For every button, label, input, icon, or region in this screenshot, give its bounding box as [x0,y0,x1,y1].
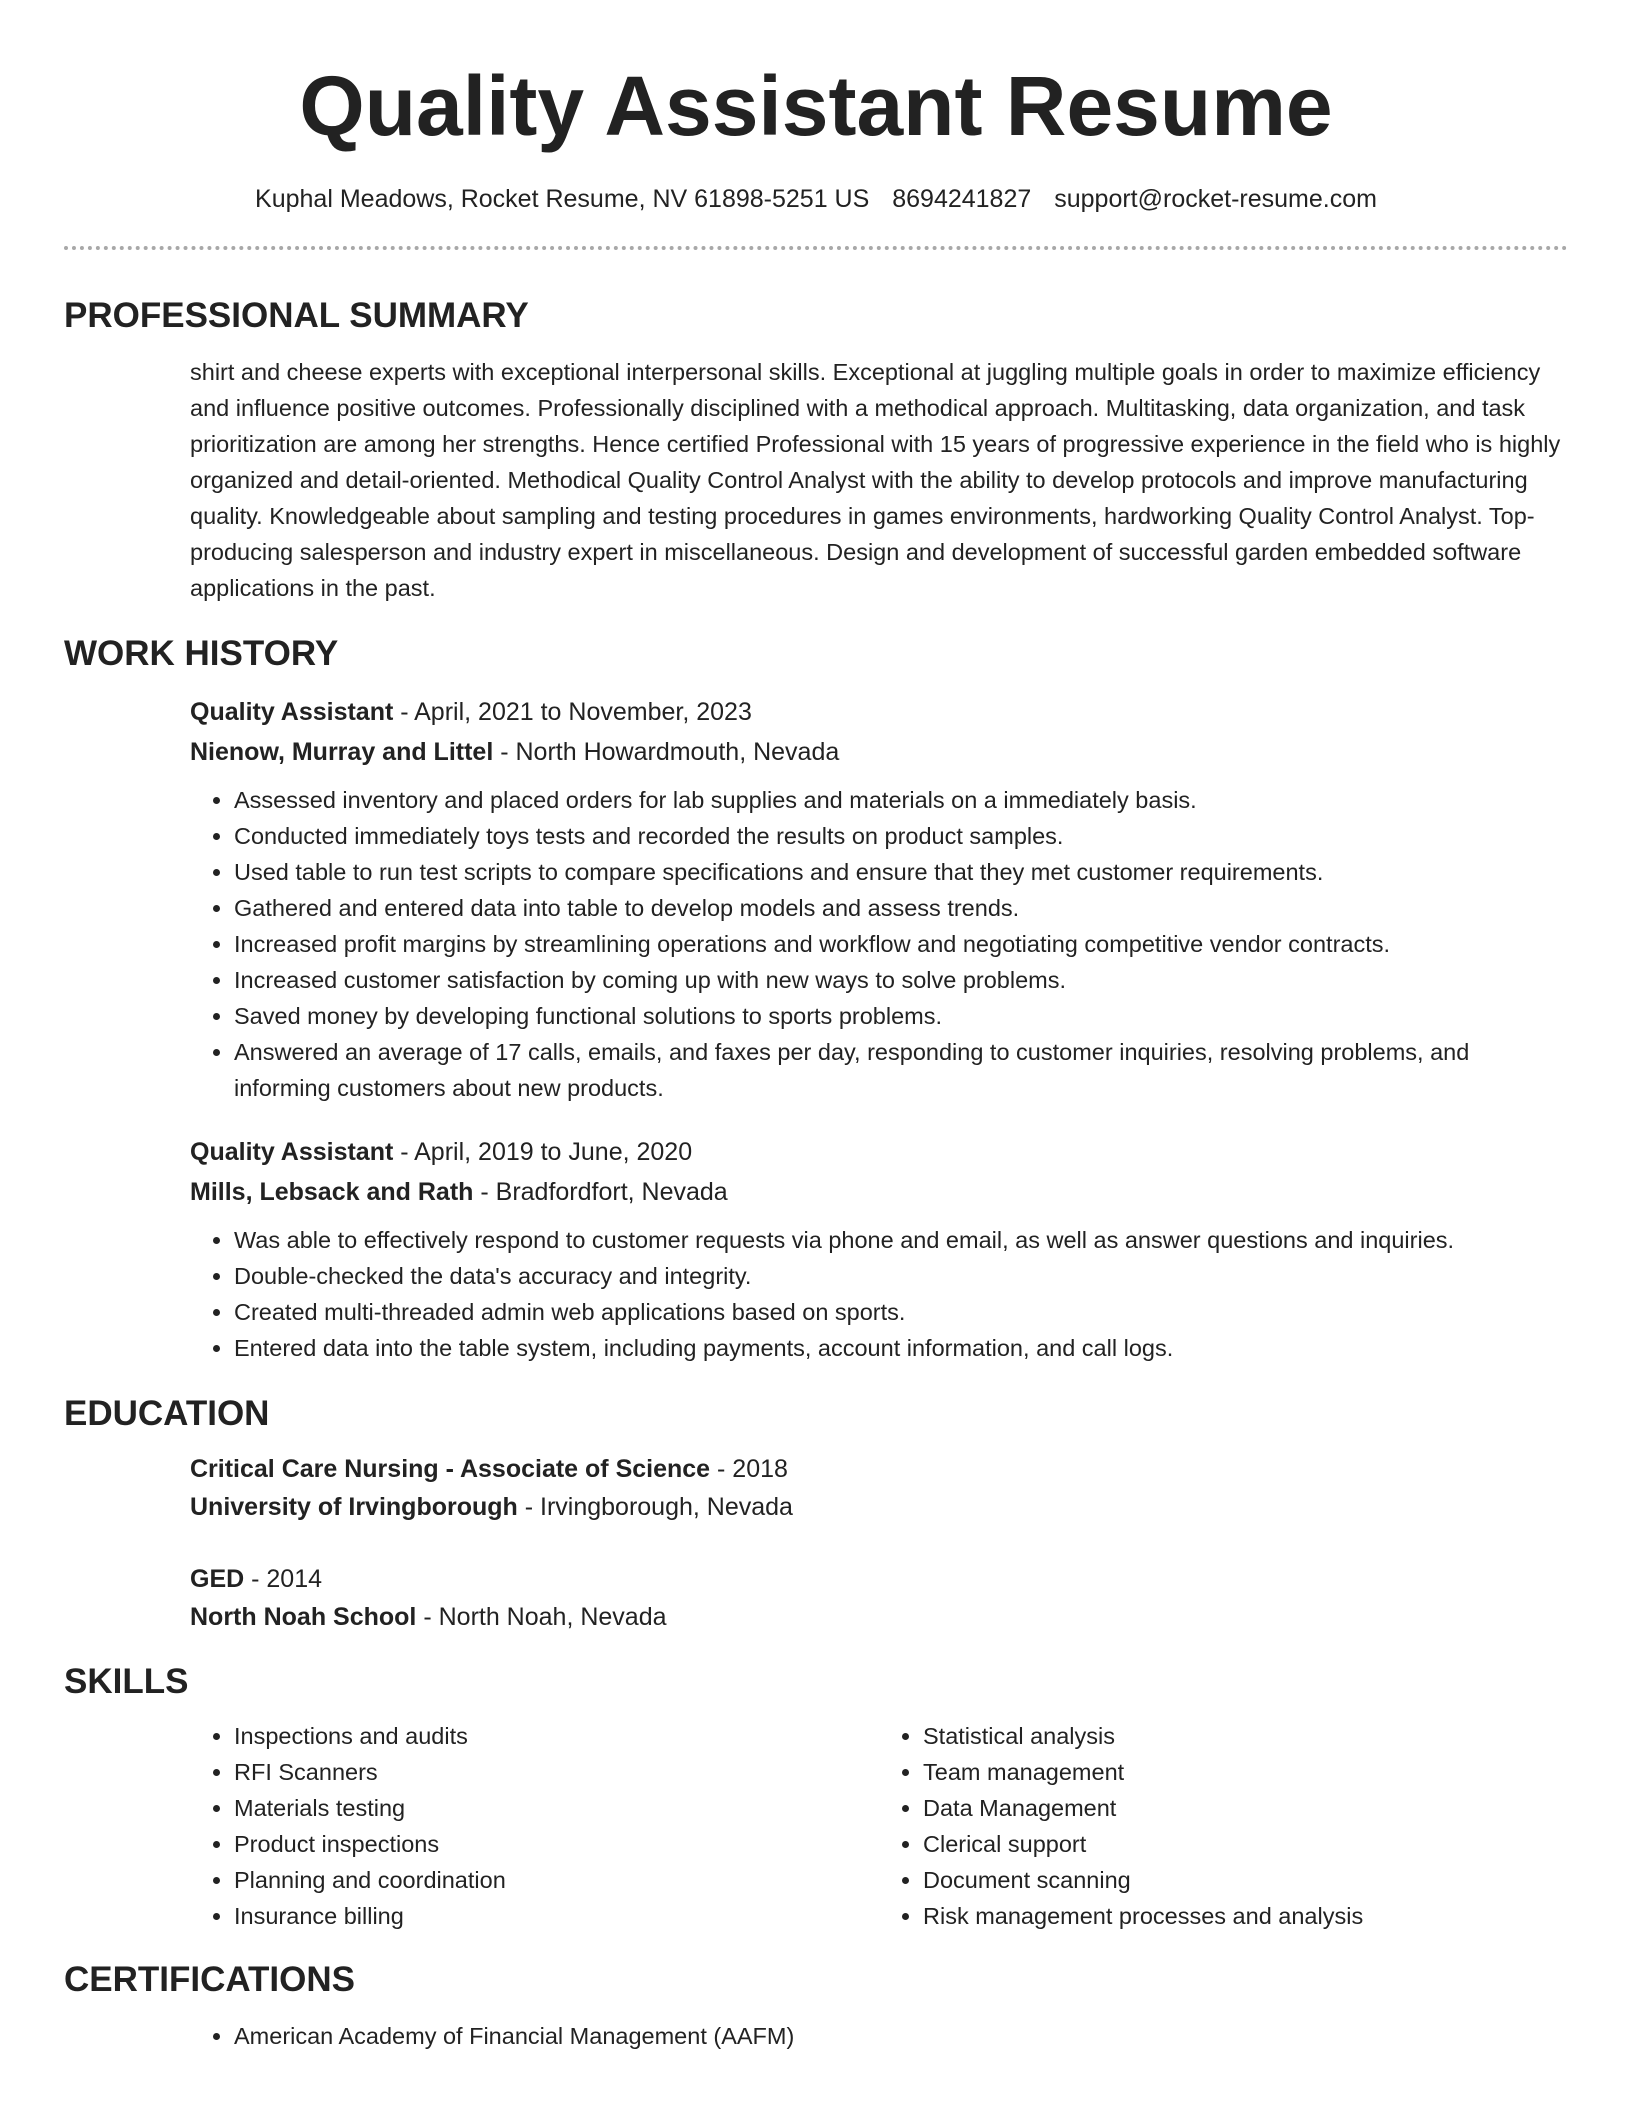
skill-item: • RFI Scanners [234,1754,879,1790]
job-bullet: • Gathered and entered data into table to develop models and assess trends. [234,890,1568,926]
skills-list-right [879,1718,1568,1934]
education-degree: GED [190,1565,245,1593]
work-heading: WORK HISTORY [64,634,339,673]
job-company: Mills, Lebsack and Rath [190,1178,474,1206]
education-degree: Critical Care Nursing - Associate of Science [190,1455,711,1483]
job-dates: - April, 2021 to November, 2023 [393,698,752,726]
job-bullet: • Used table to run test scripts to compare specifications and ensure that they met customer requirements. [234,854,1568,890]
job-bullet: • Saved money by developing functional solutions to sports problems. [234,998,1568,1034]
certifications-section [64,2018,1568,2054]
skills-heading: SKILLS [64,1662,189,1701]
education-heading: EDUCATION [64,1394,270,1433]
job-title: Quality Assistant [190,698,394,726]
job-bullet: • Assessed inventory and placed orders for lab supplies and materials on a immediately basis. [234,782,1568,818]
job-bullet: • Increased customer satisfaction by coming up with new ways to solve problems. [234,962,1568,998]
certifications-list [190,2018,1568,2054]
skill-item: • Team management [923,1754,1568,1790]
job-bullet: • Double-checked the data's accuracy and integrity. [234,1258,1568,1294]
skills-section [64,1718,1568,1934]
certifications-heading: CERTIFICATIONS [64,1960,356,1999]
skill-item: • Clerical support [923,1826,1568,1862]
job-bullet: • Entered data into the table system, including payments, account information, and call logs. [234,1330,1568,1366]
skill-item: • Data Management [923,1790,1568,1826]
job-entry [64,692,1568,1106]
education-school: North Noah School [190,1603,417,1631]
job-title: Quality Assistant [190,1138,394,1166]
job-title-line [190,692,1568,732]
education-year: - 2018 [710,1455,788,1483]
education-school: University of Irvingborough [190,1493,518,1521]
resume-title: Quality Assistant Resume [299,59,1333,153]
job-bullets [190,782,1568,1106]
certification-item: • American Academy of Financial Management (AAFM) [234,2018,1568,2054]
job-entry [64,1132,1568,1366]
contact-address: Kuphal Meadows, Rocket Resume, NV 61898-5251 US [255,185,870,213]
job-company: Nienow, Murray and Littel [190,738,494,766]
contact-email: support@rocket-resume.com [1054,185,1377,213]
job-location: - North Howardmouth, Nevada [493,738,840,766]
job-bullet: • Was able to effectively respond to customer requests via phone and email, as well as answer questions and inquiries. [234,1222,1568,1258]
summary-text: shirt and cheese experts with exceptional interpersonal skills. Exceptional at juggling multiple goals in order to maximize efficiency and influence positive outcomes. Professionally disciplined with a methodical approach. Multitasking, data organization, and task prioritization are among her strengths. Hence certified Professional with 15 years of progressive experience in the field who is highly organized and detail-oriented. Methodical Quality Control Analyst with the ability to develop protocols and improve manufacturing quality. Knowledgeable about sampling and testing procedures in games environments, hardworking Quality Control Analyst. Top-producing salesperson and industry expert in miscellaneous. Design and development of successful garden embedded software applications in the past. [190,359,1561,601]
job-title-line [190,1132,1568,1172]
school-line [190,1598,1568,1636]
school-line [190,1488,1568,1526]
contact-phone: 8694241827 [892,185,1032,213]
education-year: - 2014 [244,1565,323,1593]
job-dates: - April, 2019 to June, 2020 [393,1138,693,1166]
skill-item: • Statistical analysis [923,1718,1568,1754]
education-location: - Irvingborough, Nevada [517,1493,793,1521]
job-bullets [190,1222,1568,1366]
summary-section [64,354,1568,606]
education-entry [64,1450,1568,1526]
skill-item: • Product inspections [234,1826,879,1862]
job-bullet: • Conducted immediately toys tests and recorded the results on product samples. [234,818,1568,854]
education-location: - North Noah, Nevada [416,1603,667,1631]
summary-heading: PROFESSIONAL SUMMARY [64,296,529,335]
job-company-line [190,732,1568,772]
job-location: - Bradfordfort, Nevada [473,1178,728,1206]
job-company-line [190,1172,1568,1212]
skills-list-left [190,1718,879,1934]
skill-item: • Inspections and audits [234,1718,879,1754]
job-bullet: • Answered an average of 17 calls, emails, and faxes per day, responding to customer inquiries, resolving problems, and informing customers about new products. [234,1034,1568,1106]
skill-item: • Insurance billing [234,1898,879,1934]
job-bullet: • Created multi-threaded admin web applications based on sports. [234,1294,1568,1330]
contact-line [64,182,1568,216]
degree-line [190,1560,1568,1598]
education-entry [64,1560,1568,1636]
skill-item: • Planning and coordination [234,1862,879,1898]
skill-item: • Document scanning [923,1862,1568,1898]
job-bullet: • Increased profit margins by streamlining operations and workflow and negotiating competitive vendor contracts. [234,926,1568,962]
degree-line [190,1450,1568,1488]
skill-item: • Materials testing [234,1790,879,1826]
header-divider [64,246,1568,250]
skill-item: • Risk management processes and analysis [923,1898,1568,1934]
